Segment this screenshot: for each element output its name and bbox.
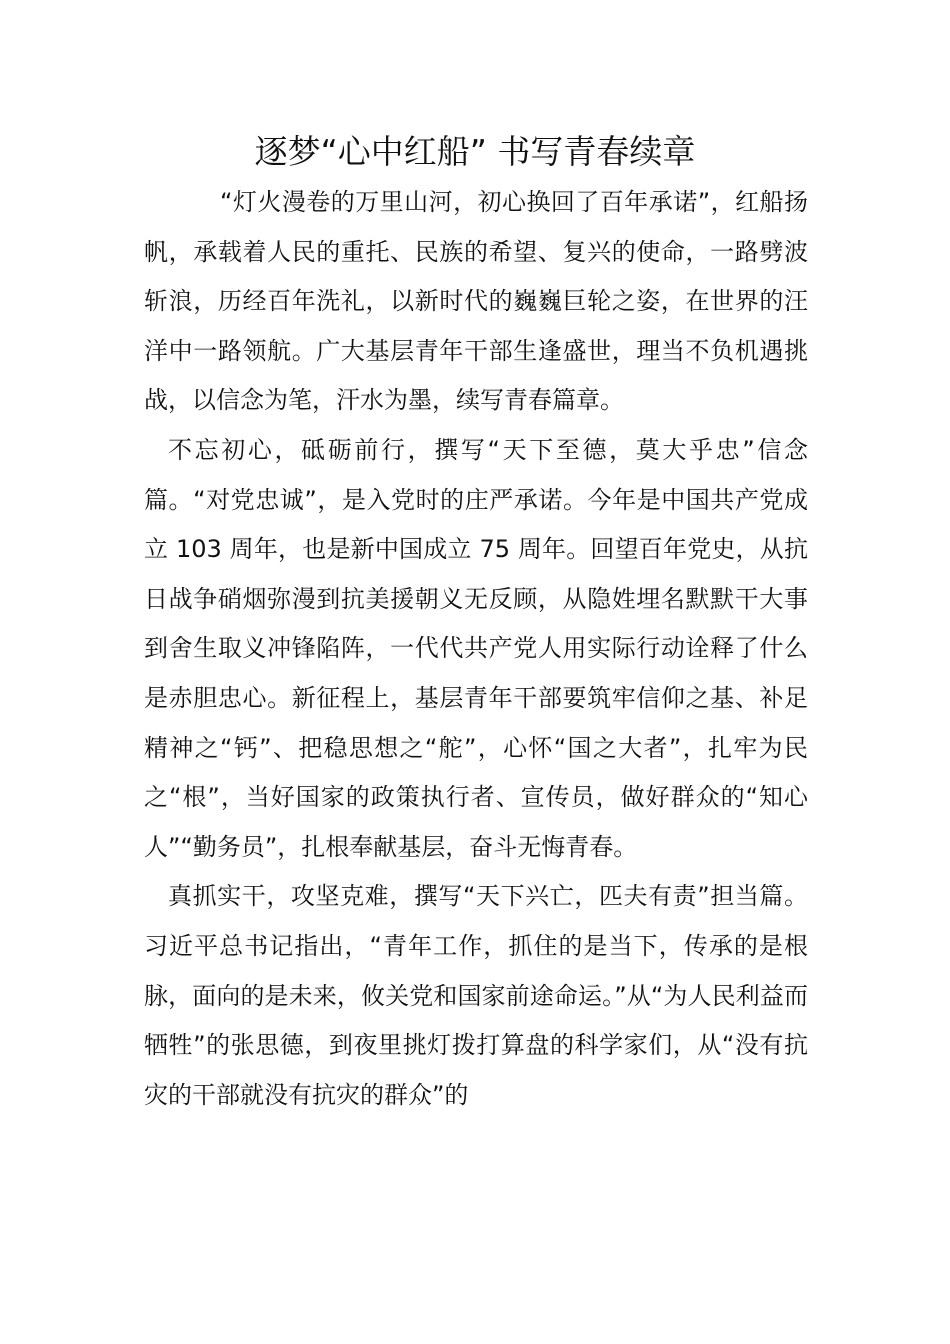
article-body bbox=[144, 178, 808, 1120]
page-title: 逐梦“心中红船” 书写青春续章 bbox=[254, 132, 696, 171]
paragraph-2: 不忘初心，砥砺前行，撰写“天下至德，莫大乎忠”信念篇。“对党忠诚”，是入党时的庄严承诺。今年是中国共产党成立 103 周年，也是新中国成立 75 周年。回望百年党史，从抗日战争硝烟弥漫到抗美援朝义无反顾，从隐姓埋名默默干大事到舍生取义冲锋陷阵，一代代共产党人用实际行动诠释了什么是赤胆忠心。新征程上，基层青年干部要筑牢信仰之基、补足精神之“钙”、把稳思想之“舵”，心怀“国之大者”，扎牢为民之“根”，当好国家的政策执行者、宣传员，做好群众的“知心人”“勤务员”，扎根奉献基层，奋斗无悔青春。 bbox=[144, 435, 808, 861]
paragraph-1: “灯火漫卷的万里山河，初心换回了百年承诺”，红船扬帆，承载着人民的重托、民族的希望、复兴的使命，一路劈波斩浪，历经百年洗礼，以新时代的巍巍巨轮之姿，在世界的汪洋中一路领航。广大基层青年干部生逢盛世，理当不负机遇挑战，以信念为笔，汗水为墨，续写青春篇章。 bbox=[144, 188, 808, 415]
paragraph-3: 真抓实干，攻坚克难，撰写“天下兴亡，匹夫有责”担当篇。习近平总书记指出，“青年工作，抓住的是当下，传承的是根脉，面向的是未来，攸关党和国家前途命运。”从“为人民利益而牺牲”的张思德，到夜里挑灯拨打算盘的科学家们，从“没有抗灾的干部就没有抗灾的群众”的 bbox=[144, 882, 808, 1109]
